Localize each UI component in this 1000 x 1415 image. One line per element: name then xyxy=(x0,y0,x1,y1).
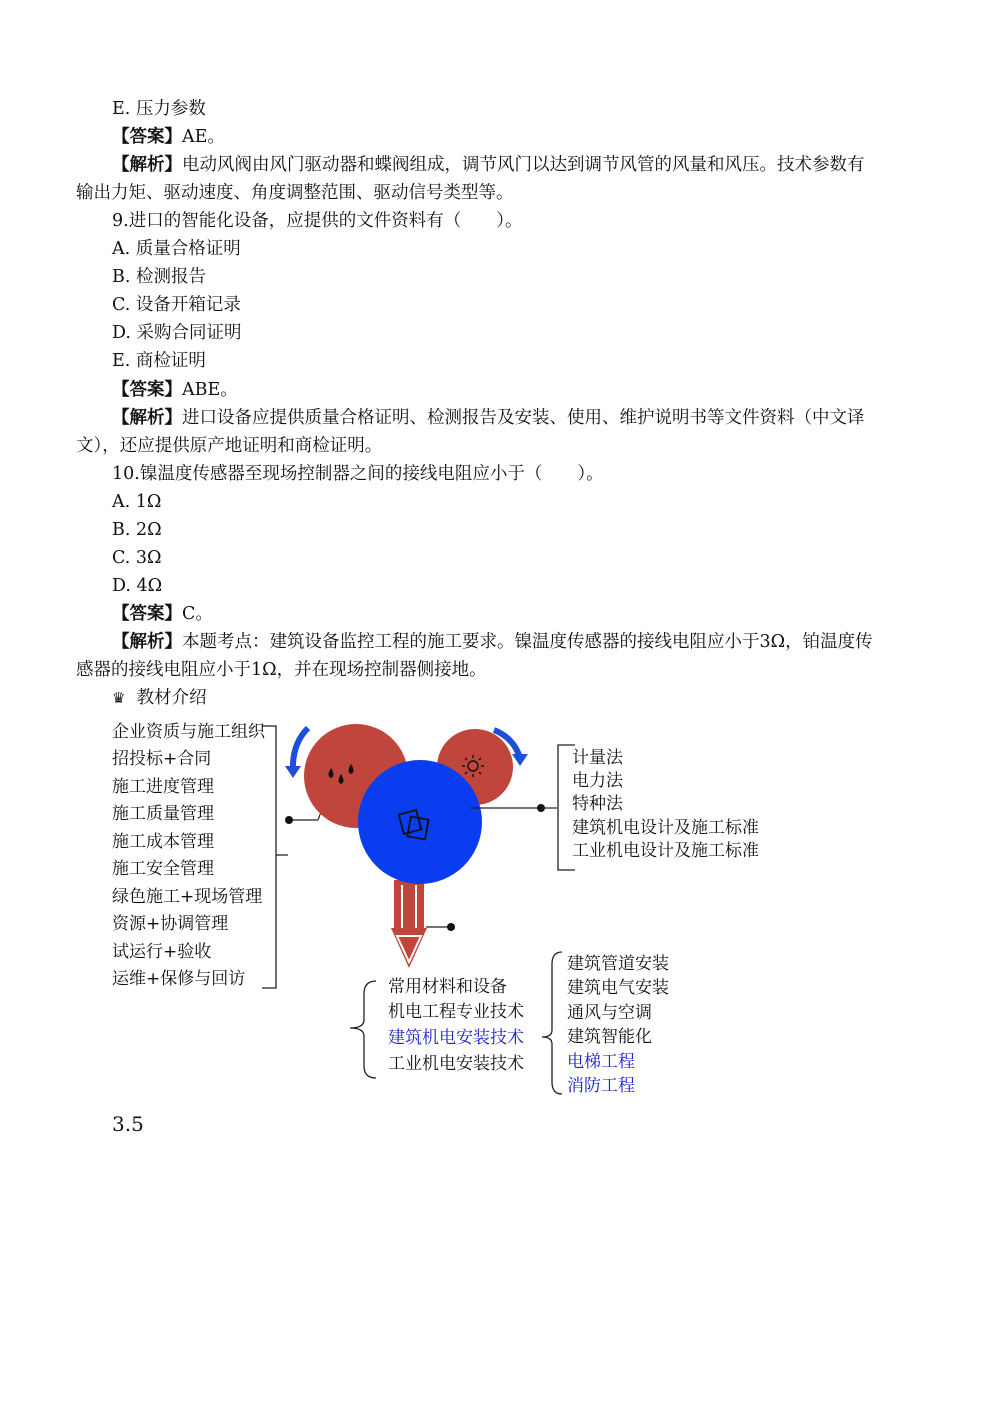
sub-list-item: 通风与空调 xyxy=(567,1003,652,1023)
answer-value: ABE。 xyxy=(182,380,238,400)
answer-tag: 【答案】 xyxy=(112,380,182,400)
analysis-tag: 【解析】 xyxy=(112,632,182,652)
analysis-text: 本题考点：建筑设备监控工程的施工要求。镍温度传感器的接线电阻应小于3Ω，铂温度传 xyxy=(182,632,873,652)
intro-title: 教材介绍 xyxy=(136,688,207,708)
analysis-tag: 【解析】 xyxy=(112,408,182,428)
right-list-item: 特种法 xyxy=(572,794,623,814)
q10-option-a: A. 1Ω xyxy=(112,492,162,512)
sub-list-item-highlight: 电梯工程 xyxy=(567,1052,635,1072)
right-list-item: 计量法 xyxy=(572,748,623,768)
right-list-item: 电力法 xyxy=(572,771,623,791)
left-list-item: 绿色施工+现场管理 xyxy=(112,887,263,907)
right-list-item: 建筑机电设计及施工标准 xyxy=(572,818,759,838)
q9-option-e: E. 商检证明 xyxy=(112,351,206,371)
left-list-item: 企业资质与施工组织 xyxy=(112,722,265,742)
sub-list-item: 建筑智能化 xyxy=(567,1027,652,1047)
analysis-text: 电动风阀由风门驱动器和蝶阀组成，调节风门以达到调节风管的风量和风压。技术参数有 xyxy=(182,155,865,175)
left-list-item: 施工成本管理 xyxy=(112,832,214,852)
left-list-item: 施工安全管理 xyxy=(112,859,214,879)
right-list-item: 工业机电设计及施工标准 xyxy=(572,841,759,861)
bottom-list-item: 机电工程专业技术 xyxy=(388,1002,524,1022)
left-list-item: 招投标+合同 xyxy=(112,749,212,769)
crown-icon: ♛ xyxy=(112,689,126,707)
page-footer-number: 3.5 xyxy=(112,1112,144,1136)
sub-list-item-highlight: 消防工程 xyxy=(567,1076,635,1096)
answer-tag: 【答案】 xyxy=(112,604,182,624)
q9-option-d: D. 采购合同证明 xyxy=(112,323,242,343)
q9-analysis-line2: 文），还应提供原产地证明和商检证明。 xyxy=(76,436,383,456)
q10-question: 10.镍温度传感器至现场控制器之间的接线电阻应小于（ ）。 xyxy=(112,464,604,484)
sub-list-item: 建筑管道安装 xyxy=(567,954,669,974)
answer-value: C。 xyxy=(182,604,213,624)
bottom-list-item: 常用材料和设备 xyxy=(388,977,507,997)
q9-option-b: B. 检测报告 xyxy=(112,267,206,287)
q9-option-a: A. 质量合格证明 xyxy=(112,239,241,259)
q8-analysis-line2: 输出力矩、驱动速度、角度调整范围、驱动信号类型等。 xyxy=(76,183,514,203)
bottom-list-item: 工业机电安装技术 xyxy=(388,1054,524,1074)
bottom-list-item-highlight: 建筑机电安装技术 xyxy=(388,1028,524,1048)
q8-option-e: E. 压力参数 xyxy=(112,99,206,119)
answer-value: AE。 xyxy=(182,127,225,147)
pencil-icon xyxy=(391,880,427,968)
left-list-item: 试运行+验收 xyxy=(112,942,212,962)
q9-option-c: C. 设备开箱记录 xyxy=(112,295,241,315)
analysis-text: 进口设备应提供质量合格证明、检测报告及安装、使用、维护说明书等文件资料（中文译 xyxy=(182,408,865,428)
q10-option-d: D. 4Ω xyxy=(112,576,163,596)
left-list-item: 资源+协调管理 xyxy=(112,914,229,934)
q9-question: 9.进口的智能化设备，应提供的文件资料有（ ）。 xyxy=(112,211,523,231)
left-list-item: 运维+保修与回访 xyxy=(112,969,246,989)
left-list-item: 施工进度管理 xyxy=(112,777,214,797)
q10-option-c: C. 3Ω xyxy=(112,548,162,568)
sub-list-item: 建筑电气安装 xyxy=(567,978,669,998)
answer-tag: 【答案】 xyxy=(112,127,182,147)
q10-option-b: B. 2Ω xyxy=(112,520,162,540)
analysis-tag: 【解析】 xyxy=(112,155,182,175)
left-list-item: 施工质量管理 xyxy=(112,804,214,824)
left-arrow-icon xyxy=(285,766,301,778)
right-arrow-icon xyxy=(512,754,528,766)
q10-analysis-line2: 感器的接线电阻应小于1Ω，并在现场控制器侧接地。 xyxy=(76,660,487,680)
